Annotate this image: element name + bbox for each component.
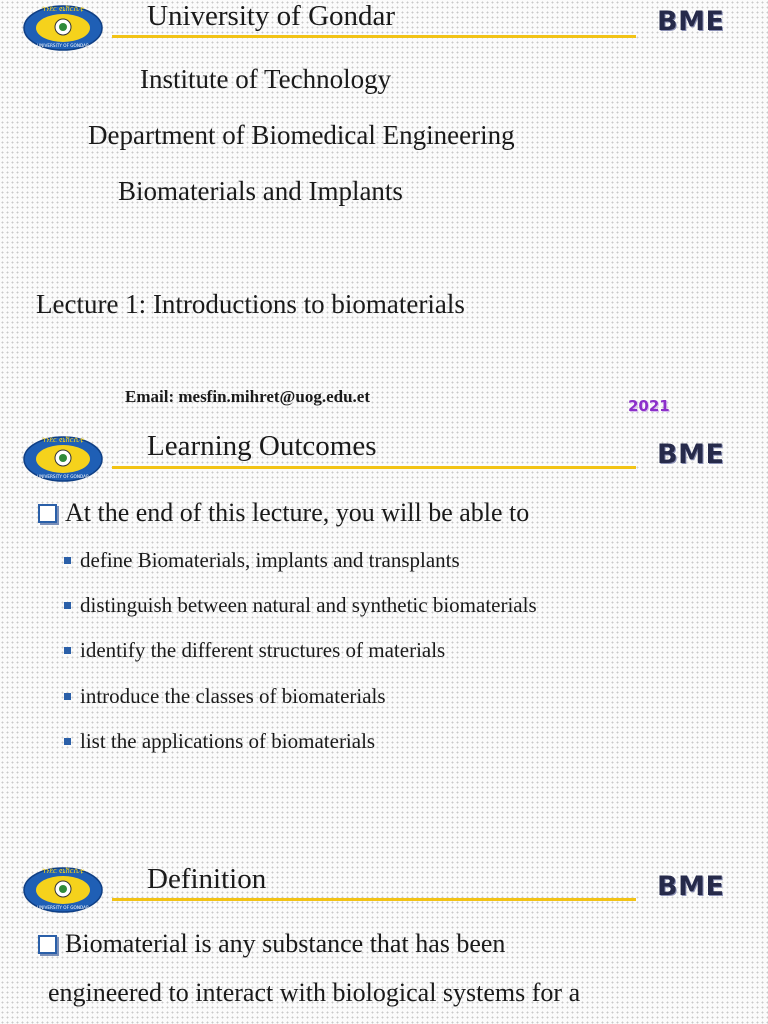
svg-text:ጎንደር ዩኒቨርሲቲ: ጎንደር ዩኒቨርሲቲ [41,867,85,875]
title-rule [112,898,636,901]
outcome-item [64,638,445,663]
slide-heading: Definition [147,863,267,895]
year-label: 2021 [628,397,670,415]
outcome-item [64,684,386,709]
square-bullet-icon [64,738,71,745]
svg-text:UNIVERSITY OF GONDAR: UNIVERSITY OF GONDAR [37,474,89,479]
lecture-title: Lecture 1: Introductions to biomaterials [36,289,465,319]
definition-text-line1: Biomaterial is any substance that has been [65,929,506,958]
bme-brand-label: BME [657,439,725,470]
bme-brand-label: BME [657,6,725,37]
checkbox-bullet-icon [38,935,57,954]
outcome-text: identify the different structures of materials [80,638,446,662]
outcome-item [64,729,375,754]
square-bullet-icon [64,602,71,609]
square-bullet-icon [64,693,71,700]
outcome-item [64,593,537,618]
svg-text:UNIVERSITY OF GONDAR: UNIVERSITY OF GONDAR [37,905,89,910]
outcome-text: list the applications of biomaterials [80,729,376,753]
department-name: Department of Biomedical Engineering [88,120,515,150]
course-name: Biomaterials and Implants [118,176,403,206]
definition-text-line2: engineered to interact with biological systems for a [48,978,581,1007]
title-rule [112,466,636,469]
checkbox-bullet-icon [38,504,57,523]
outcome-text: define Biomaterials, implants and transplants [80,548,460,572]
outcome-item [64,548,460,573]
definition-bullet [38,929,505,959]
square-bullet-icon [64,647,71,654]
bme-brand-label: BME [657,871,725,902]
university-logo [22,433,104,483]
university-logo [22,864,104,914]
svg-text:UNIVERSITY OF GONDAR: UNIVERSITY OF GONDAR [37,43,89,48]
institute-name: Institute of Technology [140,64,392,94]
contact-email: Email: mesfin.mihret@uog.edu.et [125,387,370,406]
slide-heading: Learning Outcomes [147,430,377,462]
svg-text:ጎንደር ዩኒቨርሲቲ: ጎንደር ዩኒቨርሲቲ [41,436,85,444]
intro-text: At the end of this lecture, you will be able to [65,498,530,527]
intro-bullet [38,498,529,528]
outcome-text: introduce the classes of biomaterials [80,684,386,708]
square-bullet-icon [64,557,71,564]
slide-title-heading: University of Gondar [147,0,396,32]
outcome-text: distinguish between natural and synthetic biomaterials [80,593,537,617]
svg-text:ጎንደር ዩኒቨርሲቲ: ጎንደር ዩኒቨርሲቲ [41,5,85,13]
